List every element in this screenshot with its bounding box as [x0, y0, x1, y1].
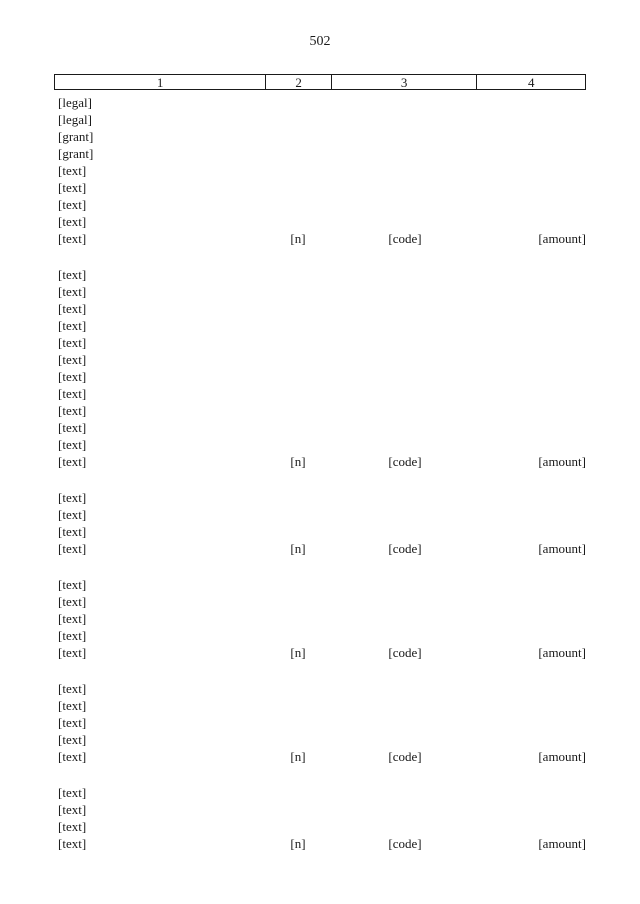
- income-description: [text] [text] [text] [text]: [58, 785, 87, 851]
- table-row: [0, 94, 640, 247]
- amount: [amount]: [538, 454, 586, 469]
- column-header-2: 2: [266, 75, 332, 89]
- table-row: [0, 489, 640, 557]
- budget-classification-code: [code]: [388, 836, 422, 851]
- administrator-code: [n]: [290, 749, 306, 764]
- amount: [amount]: [538, 645, 586, 660]
- column-header-3: 3: [332, 75, 477, 89]
- budget-classification-code: [code]: [388, 645, 422, 660]
- table-body: [0, 94, 640, 871]
- amount: [amount]: [538, 231, 586, 246]
- administrator-code: [n]: [290, 231, 306, 246]
- budget-classification-code: [code]: [388, 749, 422, 764]
- administrator-code: [n]: [290, 645, 306, 660]
- budget-classification-code: [code]: [388, 231, 422, 246]
- administrator-code: [n]: [290, 836, 306, 851]
- administrator-code: [n]: [290, 541, 306, 556]
- table-row: [0, 576, 640, 661]
- income-description: [legal] [legal] [grant] [grant] [text] [text] [text] [text] [text]: [58, 95, 94, 246]
- column-header-4: 4: [527, 75, 535, 90]
- page-number: 502: [309, 34, 331, 49]
- table-row: [0, 784, 640, 852]
- table-header: [54, 74, 586, 90]
- column-header-1: 1: [55, 75, 266, 89]
- amount: [amount]: [538, 541, 586, 556]
- budget-classification-code: [code]: [388, 541, 422, 556]
- income-description: [text] [text] [text] [text] [text]: [58, 681, 87, 764]
- table-row: [0, 266, 640, 470]
- income-description: [text] [text] [text] [text] [text] [text] [text] [text] [text] [text] [text] [text]: [58, 267, 87, 469]
- amount: [amount]: [538, 836, 586, 851]
- amount: [amount]: [538, 749, 586, 764]
- income-description: [text] [text] [text] [text]: [58, 490, 87, 556]
- income-description: [text] [text] [text] [text] [text]: [58, 577, 87, 660]
- table-row: [0, 680, 640, 765]
- administrator-code: [n]: [290, 454, 306, 469]
- budget-classification-code: [code]: [388, 454, 422, 469]
